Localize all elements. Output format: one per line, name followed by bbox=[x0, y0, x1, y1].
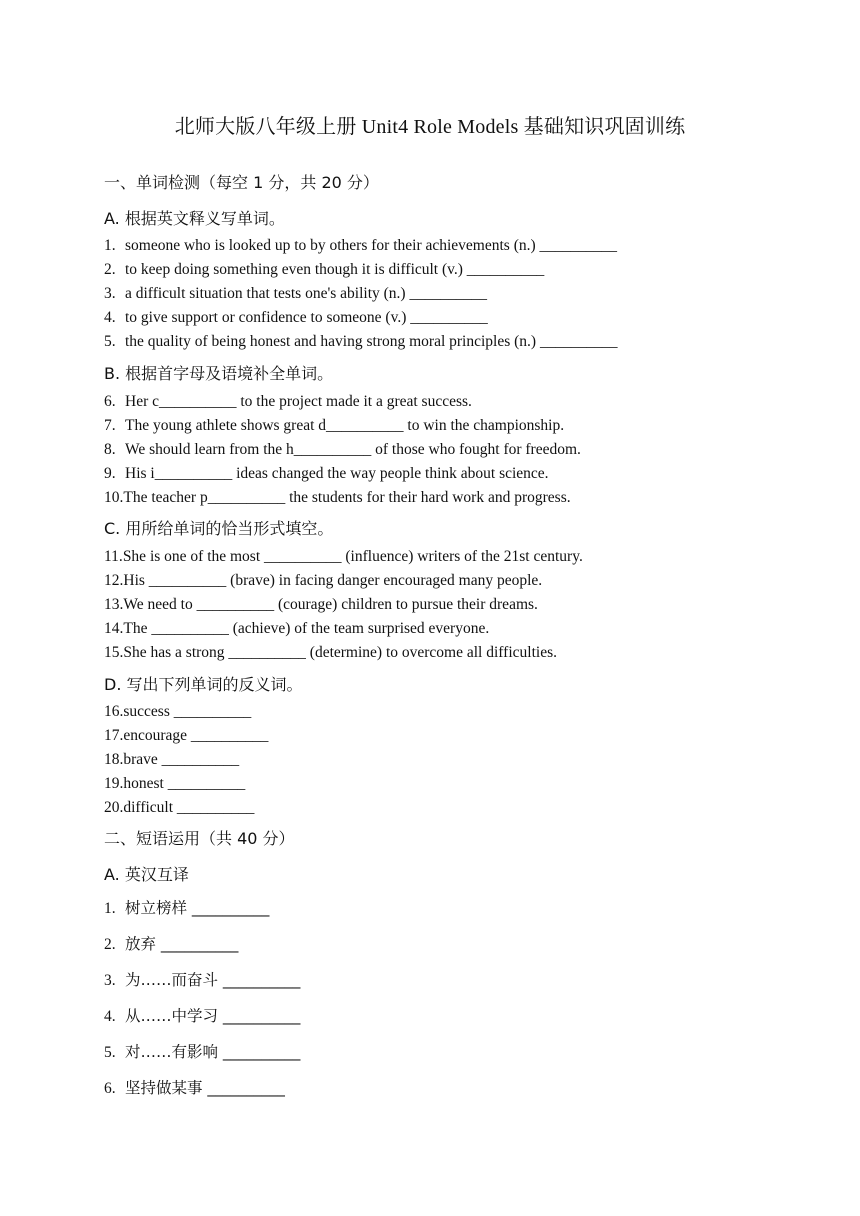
list-item: 18.brave __________ bbox=[104, 751, 240, 768]
list-item: 16.success __________ bbox=[104, 703, 252, 720]
part-d-heading: D. 写出下列单词的反义词。 bbox=[104, 675, 303, 694]
section-2-heading: 二、短语运用（共 40 分） bbox=[104, 829, 295, 848]
section-1-heading: 一、单词检测（每空 1 分，共 20 分） bbox=[104, 173, 379, 192]
list-item: 4. to give support or confidence to someone (v.) __________ bbox=[104, 309, 488, 326]
part-b-heading: B. 根据首字母及语境补全单词。 bbox=[104, 364, 334, 383]
list-item: 17.encourage __________ bbox=[104, 727, 269, 744]
part-d-list bbox=[104, 700, 268, 820]
part-a-heading: A. 根据英文释义写单词。 bbox=[104, 209, 285, 228]
list-item: 2. 放弃 __________ bbox=[104, 935, 239, 953]
list-item: 3. a difficult situation that tests one's ability (n.) __________ bbox=[104, 285, 487, 302]
part-c-list bbox=[104, 545, 583, 665]
list-item: 5. 对……有影响 __________ bbox=[104, 1043, 301, 1061]
list-item: 3. 为……而奋斗 __________ bbox=[104, 971, 301, 989]
title-unit: Unit4 Role Models bbox=[356, 116, 524, 138]
part-b-list bbox=[104, 390, 581, 510]
title-suffix: 基础知识巩固训练 bbox=[523, 114, 686, 138]
list-item: 10.The teacher p__________ the students for their hard work and progress. bbox=[104, 489, 571, 506]
list-item: 20.difficult __________ bbox=[104, 799, 255, 816]
page-title bbox=[0, 110, 860, 139]
list-item: 6. Her c__________ to the project made it a great success. bbox=[104, 393, 472, 410]
list-item: 5. the quality of being honest and having strong moral principles (n.) __________ bbox=[104, 333, 618, 350]
part-a-list bbox=[104, 234, 617, 354]
list-item: 2. to keep doing something even though it is difficult (v.) __________ bbox=[104, 261, 545, 278]
list-item: 9. His i__________ ideas changed the way people think about science. bbox=[104, 465, 549, 482]
list-item: 8. We should learn from the h__________ of those who fought for freedom. bbox=[104, 441, 581, 458]
list-item: 1. 树立榜样 __________ bbox=[104, 899, 270, 917]
list-item: 1. someone who is looked up to by others for their achievements (n.) __________ bbox=[104, 237, 618, 254]
list-item: 19.honest __________ bbox=[104, 775, 246, 792]
list-item: 13.We need to __________ (courage) children to pursue their dreams. bbox=[104, 596, 538, 613]
list-item: 15.She has a strong __________ (determine) to overcome all difficulties. bbox=[104, 644, 557, 661]
list-item: 4. 从……中学习 __________ bbox=[104, 1007, 301, 1025]
list-item: 6. 坚持做某事 __________ bbox=[104, 1079, 285, 1097]
part-a2-list bbox=[104, 890, 300, 1106]
list-item: 7. The young athlete shows great d__________ to win the championship. bbox=[104, 417, 565, 434]
list-item: 12.His __________ (brave) in facing danger encouraged many people. bbox=[104, 572, 543, 589]
part-a2-heading: A. 英汉互译 bbox=[104, 865, 189, 884]
title-prefix: 北师大版八年级上册 bbox=[174, 114, 357, 138]
list-item: 11.She is one of the most __________ (influence) writers of the 21st century. bbox=[104, 548, 583, 565]
list-item: 14.The __________ (achieve) of the team surprised everyone. bbox=[104, 620, 490, 637]
part-c-heading: C. 用所给单词的恰当形式填空。 bbox=[104, 519, 334, 538]
